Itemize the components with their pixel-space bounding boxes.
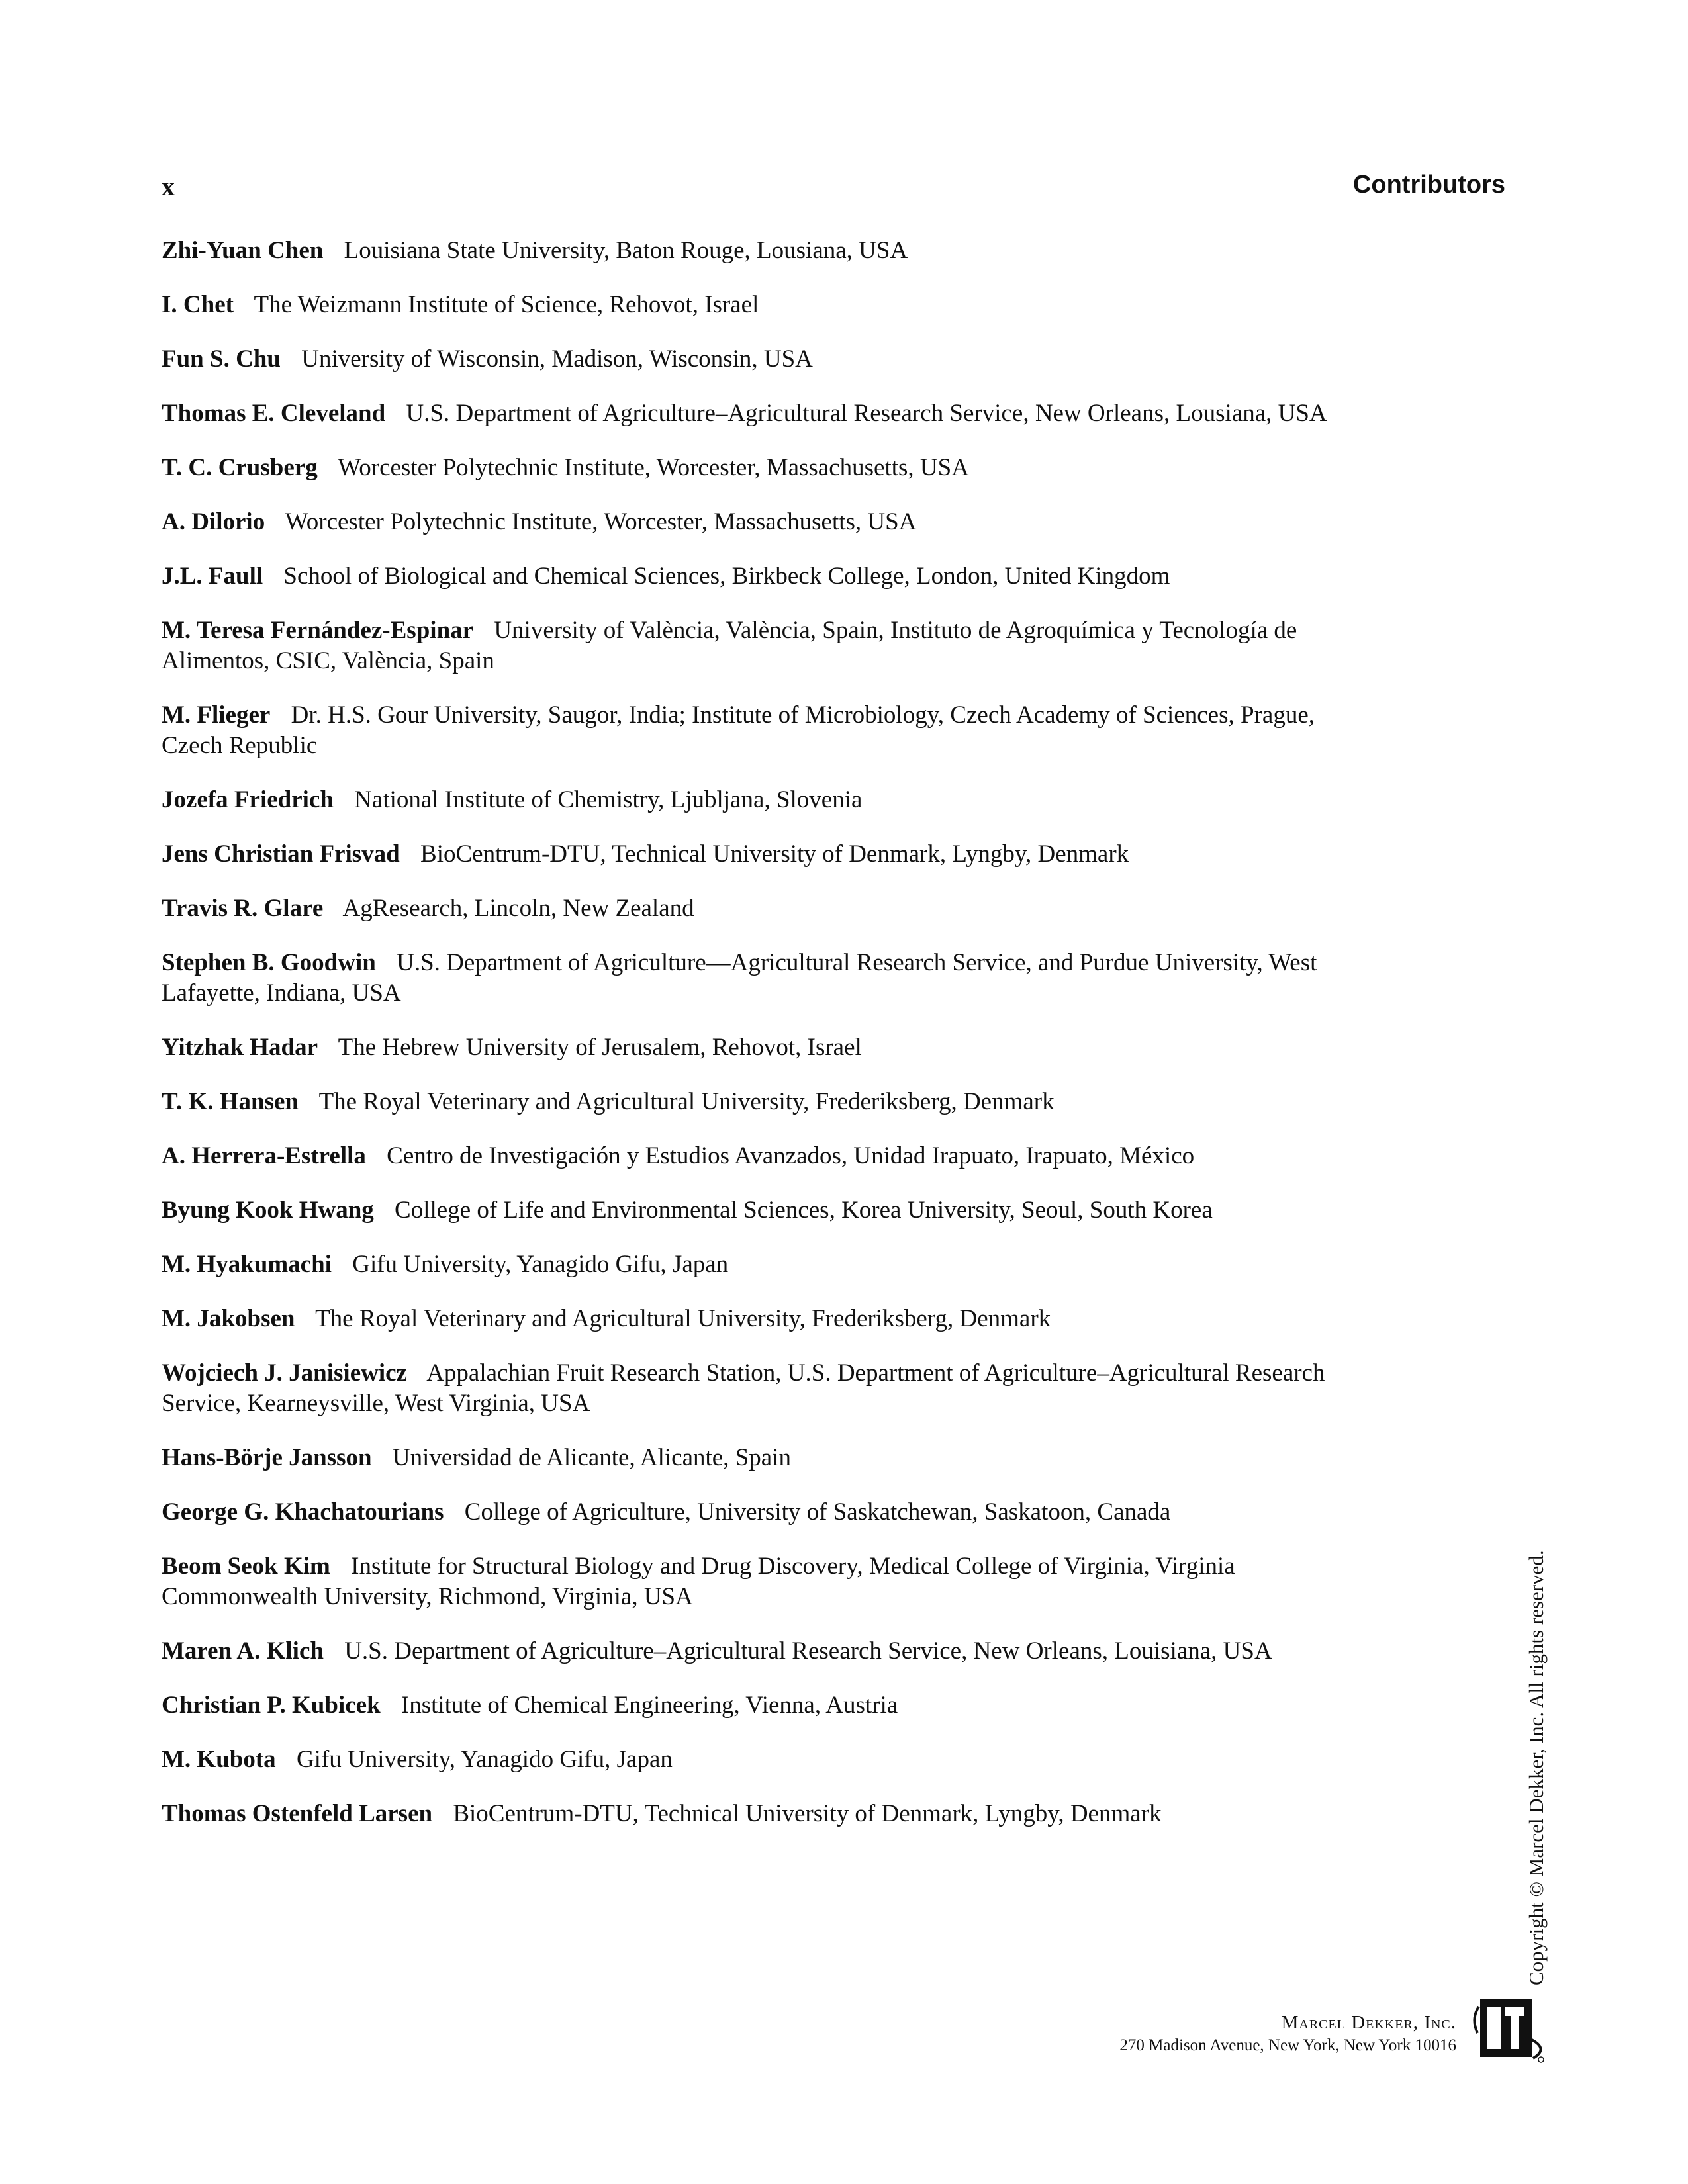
contributor-affiliation: The Royal Veterinary and Agricultural University, Frederiksberg, Denmark bbox=[315, 1305, 1051, 1332]
contributor-affiliation: College of Life and Environmental Sciences, Korea University, Seoul, South Korea bbox=[395, 1197, 1213, 1224]
contributor-entry bbox=[162, 1636, 1353, 1666]
contributor-name: M. Flieger bbox=[162, 702, 271, 729]
contributor-name: George G. Khachatourians bbox=[162, 1498, 444, 1525]
contributor-affiliation: The Weizmann Institute of Science, Rehovot, Israel bbox=[254, 291, 759, 318]
contributor-name: Zhi-Yuan Chen bbox=[162, 237, 324, 264]
contributor-entry bbox=[162, 236, 1353, 266]
contributor-entry bbox=[162, 1250, 1353, 1280]
page-number: x bbox=[162, 171, 175, 201]
contributor-entry bbox=[162, 507, 1353, 537]
publisher-imprint bbox=[1119, 2012, 1456, 2055]
contributor-entry bbox=[162, 948, 1353, 1009]
publisher-name: Marcel Dekker, Inc. bbox=[1281, 2012, 1456, 2033]
contributor-entry bbox=[162, 893, 1353, 924]
contributor-entry bbox=[162, 1032, 1353, 1063]
contributor-name: A. Dilorio bbox=[162, 508, 265, 535]
contributor-entry bbox=[162, 1195, 1353, 1226]
contributor-entry bbox=[162, 1551, 1353, 1612]
contributor-name: Hans-Börje Jansson bbox=[162, 1444, 372, 1471]
contributor-entry bbox=[162, 344, 1353, 375]
contributor-entry bbox=[162, 1745, 1353, 1775]
contributor-affiliation: AgResearch, Lincoln, New Zealand bbox=[342, 895, 694, 922]
contributor-affiliation: National Institute of Chemistry, Ljubljana, Slovenia bbox=[354, 786, 863, 813]
contributor-affiliation: Gifu University, Yanagido Gifu, Japan bbox=[352, 1251, 729, 1278]
contributor-affiliation: U.S. Department of Agriculture–Agricultural Research Service, New Orleans, Louisiana, USA bbox=[344, 1637, 1272, 1664]
contributor-entry bbox=[162, 839, 1353, 870]
contributor-name: Stephen B. Goodwin bbox=[162, 949, 376, 976]
copyright-notice: Copyright © Marcel Dekker, Inc. All rights reserved. bbox=[1524, 1550, 1548, 1985]
contributor-affiliation: Worcester Polytechnic Institute, Worcester, Massachusetts, USA bbox=[338, 454, 969, 481]
contributor-name: T. K. Hansen bbox=[162, 1088, 299, 1115]
contributor-affiliation: BioCentrum-DTU, Technical University of Denmark, Lyngby, Denmark bbox=[453, 1800, 1162, 1827]
contributor-affiliation: Institute of Chemical Engineering, Vienna, Austria bbox=[400, 1692, 898, 1719]
contributor-affiliation: Worcester Polytechnic Institute, Worcester, Massachusetts, USA bbox=[285, 508, 917, 535]
contributor-affiliation: Louisiana State University, Baton Rouge, Lousiana, USA bbox=[344, 237, 908, 264]
contributor-affiliation: Universidad de Alicante, Alicante, Spain bbox=[392, 1444, 792, 1471]
contributor-entry bbox=[162, 561, 1353, 592]
contributor-list bbox=[162, 236, 1353, 1853]
contributor-affiliation: University of Wisconsin, Madison, Wisconsin, USA bbox=[301, 345, 813, 373]
contributor-entry bbox=[162, 1304, 1353, 1334]
contributor-name: Yitzhak Hadar bbox=[162, 1034, 318, 1061]
contributor-name: A. Herrera-Estrella bbox=[162, 1142, 366, 1169]
contributor-name: Jens Christian Frisvad bbox=[162, 841, 400, 868]
contributor-entry bbox=[162, 1799, 1353, 1829]
contributor-affiliation: Institute for Structural Biology and Drug Discovery, Medical College of Virginia, Virginia Commonwealth University, Richmond, Virginia, USA bbox=[162, 1553, 1235, 1610]
contributor-entry bbox=[162, 1497, 1353, 1527]
contributor-entry bbox=[162, 615, 1353, 676]
contributor-name: Jozefa Friedrich bbox=[162, 786, 334, 813]
running-header bbox=[162, 171, 1505, 210]
contributor-affiliation: U.S. Department of Agriculture—Agricultural Research Service, and Purdue University, West Lafayette, Indiana, USA bbox=[162, 949, 1317, 1007]
contributor-name: Wojciech J. Janisiewicz bbox=[162, 1359, 407, 1387]
contributor-affiliation: BioCentrum-DTU, Technical University of Denmark, Lyngby, Denmark bbox=[420, 841, 1129, 868]
contributor-name: Maren A. Klich bbox=[162, 1637, 324, 1664]
section-title: Contributors bbox=[1352, 171, 1505, 199]
contributor-name: M. Jakobsen bbox=[162, 1305, 295, 1332]
publisher-address: 270 Madison Avenue, New York, New York 10016 bbox=[1119, 2036, 1456, 2054]
contributor-name: Fun S. Chu bbox=[162, 345, 281, 373]
contributor-affiliation: U.S. Department of Agriculture–Agricultural Research Service, New Orleans, Lousiana, USA bbox=[406, 400, 1327, 427]
contributor-name: T. C. Crusberg bbox=[162, 454, 318, 481]
contributor-affiliation: Appalachian Fruit Research Station, U.S. Department of Agriculture–Agricultural Research Service, Kearneysville, West Virginia, USA bbox=[162, 1359, 1325, 1417]
contributor-name: I. Chet bbox=[162, 291, 234, 318]
contributor-entry bbox=[162, 398, 1353, 429]
contributor-affiliation: University of València, València, Spain, Instituto de Agroquímica y Tecnología de Alimentos, CSIC, València, Spain bbox=[162, 617, 1297, 674]
contributor-name: Byung Kook Hwang bbox=[162, 1197, 374, 1224]
contributor-entry bbox=[162, 1141, 1353, 1171]
contributor-name: Beom Seok Kim bbox=[162, 1553, 330, 1580]
contributor-name: Thomas Ostenfeld Larsen bbox=[162, 1800, 433, 1827]
contributor-name: M. Teresa Fernández-Espinar bbox=[162, 617, 474, 644]
contributor-entry bbox=[162, 785, 1353, 815]
contributor-entry bbox=[162, 290, 1353, 320]
contributor-entry bbox=[162, 1690, 1353, 1721]
contributor-entry bbox=[162, 1087, 1353, 1117]
contributor-name: Travis R. Glare bbox=[162, 895, 324, 922]
contributor-entry bbox=[162, 1358, 1353, 1419]
contributor-name: Thomas E. Cleveland bbox=[162, 400, 386, 427]
contributor-affiliation: School of Biological and Chemical Sciences, Birkbeck College, London, United Kingdom bbox=[283, 563, 1170, 590]
contributor-affiliation: The Royal Veterinary and Agricultural University, Frederiksberg, Denmark bbox=[318, 1088, 1055, 1115]
contributor-name: M. Kubota bbox=[162, 1746, 276, 1773]
contributor-entry bbox=[162, 1443, 1353, 1473]
contributor-affiliation: Gifu University, Yanagido Gifu, Japan bbox=[296, 1746, 673, 1773]
contributor-entry bbox=[162, 700, 1353, 761]
contributor-affiliation: College of Agriculture, University of Saskatchewan, Saskatoon, Canada bbox=[464, 1498, 1171, 1525]
contributor-entry bbox=[162, 453, 1353, 483]
contributor-affiliation: Dr. H.S. Gour University, Saugor, India; Institute of Microbiology, Czech Academy of Sciences, Prague, Czech Republic bbox=[162, 702, 1315, 759]
contributor-name: M. Hyakumachi bbox=[162, 1251, 332, 1278]
contributor-affiliation: Centro de Investigación y Estudios Avanzados, Unidad Irapuato, Irapuato, México bbox=[387, 1142, 1195, 1169]
contributor-name: Christian P. Kubicek bbox=[162, 1692, 381, 1719]
contributor-name: J.L. Faull bbox=[162, 563, 263, 590]
publisher-logo-icon bbox=[1467, 1992, 1553, 2065]
contributor-affiliation: The Hebrew University of Jerusalem, Rehovot, Israel bbox=[338, 1034, 862, 1061]
